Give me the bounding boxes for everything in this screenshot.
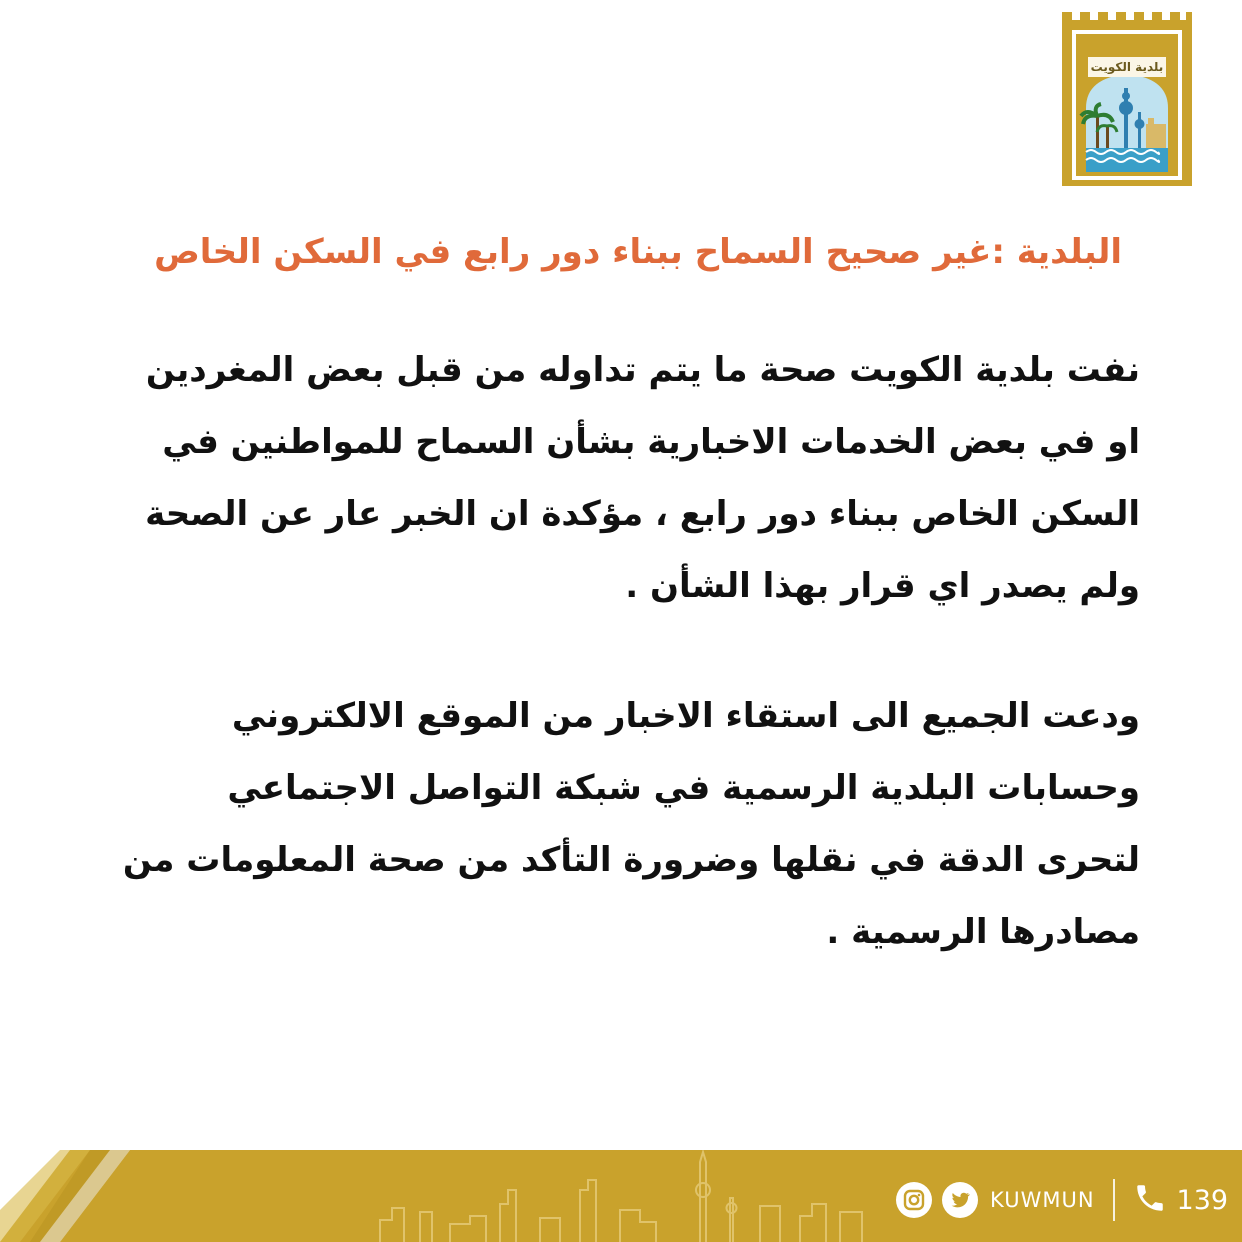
footer-divider — [1113, 1179, 1115, 1221]
paragraph-line: ولم يصدر اي قرار بهذا الشأن . — [625, 566, 1140, 606]
paragraph-line: لتحرى الدقة في نقلها وضرورة التأكد من صحة المعلومات من — [122, 840, 1140, 880]
headline: البلدية :غير صحيح السماح ببناء دور رابع في السكن الخاص — [154, 232, 1122, 272]
paragraph-2 — [80, 680, 1140, 968]
logo-text: بلدية الكويت — [1088, 57, 1166, 77]
footer-contact — [896, 1179, 1228, 1221]
phone-icon — [1133, 1181, 1167, 1219]
social-handle[interactable]: KUWMUN — [990, 1188, 1095, 1212]
instagram-icon[interactable] — [896, 1182, 932, 1218]
kuwait-municipality-logo — [1062, 12, 1192, 186]
paragraph-line: وحسابات البلدية الرسمية في شبكة التواصل الاجتماعي — [227, 768, 1140, 808]
paragraph-line: او في بعض الخدمات الاخبارية بشأن السماح للمواطنين في — [162, 422, 1140, 462]
paragraph-1 — [80, 334, 1140, 622]
paragraph-line: ودعت الجميع الى استقاء الاخبار من الموقع الالكتروني — [231, 696, 1140, 736]
hotline-number[interactable]: 139 — [1176, 1184, 1229, 1216]
paragraph-line: نفت بلدية الكويت صحة ما يتم تداوله من قبل بعض المغردين — [145, 350, 1140, 390]
twitter-icon[interactable] — [942, 1182, 978, 1218]
paragraph-line: السكن الخاص ببناء دور رابع ، مؤكدة ان الخبر عار عن الصحة — [145, 494, 1140, 534]
paragraph-line: مصادرها الرسمية . — [826, 912, 1140, 952]
